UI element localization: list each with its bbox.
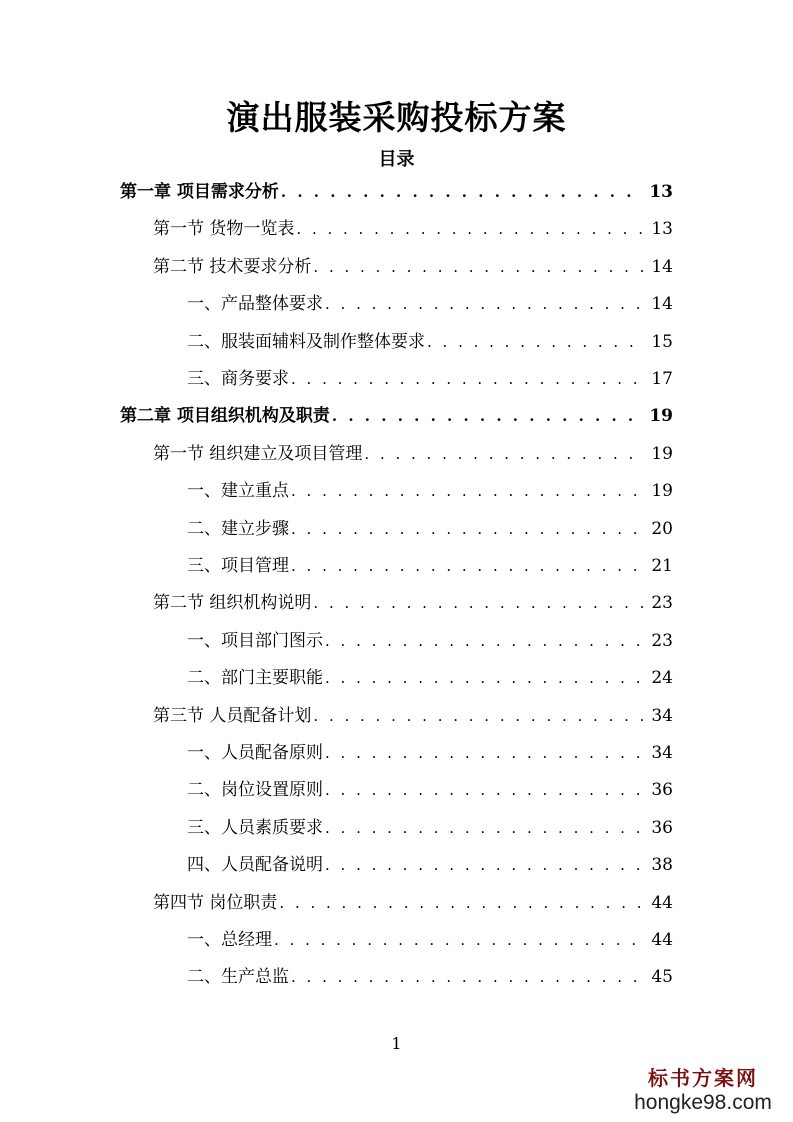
- toc-entry[interactable]: [153, 585, 673, 622]
- toc-entry[interactable]: [187, 810, 673, 847]
- toc-entry[interactable]: [187, 660, 673, 697]
- toc-entry-label: 三、商务要求: [187, 369, 289, 389]
- toc-entry-label: 第二章 项目组织机构及职责: [120, 406, 330, 427]
- toc-entry[interactable]: [187, 324, 673, 361]
- toc-entry-page: 14: [651, 294, 673, 315]
- toc-entry[interactable]: [187, 772, 673, 809]
- toc-entry-page: 19: [651, 443, 673, 464]
- toc-entry-page: 13: [649, 182, 673, 202]
- toc-entry[interactable]: [187, 735, 673, 772]
- watermark-url: hongke98.com: [634, 1091, 772, 1114]
- toc-entry[interactable]: [153, 885, 673, 922]
- watermark-name: 标书方案网: [648, 1066, 758, 1090]
- toc-entry-page: 21: [651, 556, 673, 576]
- toc-entry-page: 19: [649, 406, 673, 427]
- toc-entry-label: 第四节 岗位职责: [153, 892, 278, 913]
- toc-leader-dots: [313, 698, 645, 735]
- toc-leader-dots: [325, 286, 645, 323]
- toc-entry-label: 二、建立步骤: [187, 518, 289, 539]
- toc-leader-dots: [325, 810, 645, 847]
- toc-entry-label: 三、人员素质要求: [187, 817, 323, 838]
- toc-entry-label: 第三节 人员配备计划: [153, 705, 312, 726]
- toc-entry-page: 44: [651, 930, 673, 950]
- toc-leader-dots: [427, 324, 645, 361]
- toc-leader-dots: [325, 847, 645, 884]
- toc-entry-label: 第一节 组织建立及项目管理: [153, 443, 363, 464]
- toc-entry-label: 一、产品整体要求: [187, 294, 323, 315]
- toc-entry-label: 一、人员配备原则: [187, 743, 323, 763]
- toc-entry-page: 36: [651, 817, 673, 838]
- toc-leader-dots: [279, 885, 645, 922]
- toc-entry[interactable]: [187, 548, 673, 585]
- toc-entry[interactable]: [187, 286, 673, 323]
- toc-entry-page: 34: [651, 743, 673, 763]
- toc-entry-label: 二、岗位设置原则: [187, 780, 323, 801]
- toc-entry[interactable]: [187, 473, 673, 510]
- toc-entry-label: 第二节 组织机构说明: [153, 593, 312, 614]
- toc-entry-page: 45: [651, 967, 673, 988]
- toc-entry-label: 第一章 项目需求分析: [120, 182, 279, 202]
- toc-entry-page: 44: [651, 892, 673, 913]
- toc-leader-dots: [291, 959, 645, 996]
- toc-entry-page: 14: [651, 256, 673, 277]
- toc-entry[interactable]: [187, 511, 673, 548]
- document-title: 演出服装采购投标方案: [226, 98, 567, 137]
- toc-entry[interactable]: [153, 249, 673, 286]
- toc-entry-label: 二、部门主要职能: [187, 668, 323, 689]
- toc-entry[interactable]: [153, 436, 673, 473]
- toc-leader-dots: [313, 249, 645, 286]
- watermark-logo: [623, 1066, 783, 1116]
- toc-entry-label: 第一节 货物一览表: [153, 219, 295, 240]
- toc-leader-dots: [291, 548, 645, 585]
- toc-leader-dots: [325, 623, 645, 660]
- toc-entry-label: 四、人员配备说明: [187, 855, 323, 876]
- toc-entry[interactable]: [120, 398, 673, 435]
- toc-leader-dots: [364, 436, 645, 473]
- toc-entry-page: 15: [651, 331, 673, 352]
- toc-entry-label: 一、总经理: [187, 930, 272, 950]
- page-number: 1: [391, 1034, 402, 1053]
- toc-leader-dots: [291, 511, 645, 548]
- toc-entry-page: 13: [651, 219, 673, 240]
- toc-heading: 目录: [378, 149, 415, 170]
- toc-leader-dots: [332, 398, 643, 435]
- toc-leader-dots: [281, 174, 643, 211]
- toc-leader-dots: [274, 922, 645, 959]
- toc-leader-dots: [291, 473, 645, 510]
- toc-leader-dots: [291, 361, 645, 398]
- toc-entry-page: 19: [651, 481, 673, 502]
- toc-entry-page: 34: [651, 705, 673, 726]
- toc-leader-dots: [296, 211, 645, 248]
- toc-leader-dots: [325, 660, 645, 697]
- toc-entry-page: 17: [651, 369, 673, 389]
- toc-entry-page: 23: [651, 630, 673, 651]
- toc-entry-page: 20: [651, 518, 673, 539]
- toc-entry-page: 24: [651, 668, 673, 689]
- toc-entry-page: 36: [651, 780, 673, 801]
- toc-entry[interactable]: [153, 698, 673, 735]
- toc-leader-dots: [313, 585, 645, 622]
- toc-entry-label: 一、项目部门图示: [187, 630, 323, 651]
- toc-entry[interactable]: [187, 847, 673, 884]
- toc-entry[interactable]: [187, 623, 673, 660]
- toc-leader-dots: [325, 735, 645, 772]
- toc-entry-label: 一、建立重点: [187, 481, 289, 502]
- toc-entry[interactable]: [187, 922, 673, 959]
- toc-entry[interactable]: [153, 211, 673, 248]
- toc-entry[interactable]: [187, 361, 673, 398]
- toc-entry-label: 三、项目管理: [187, 556, 289, 576]
- toc-entry[interactable]: [120, 174, 673, 211]
- toc-entry-label: 二、生产总监: [187, 967, 289, 988]
- toc-entry[interactable]: [187, 959, 673, 996]
- toc-entry-label: 第二节 技术要求分析: [153, 256, 312, 277]
- toc-entry-label: 二、服装面辅料及制作整体要求: [187, 331, 425, 352]
- toc-entry-page: 38: [651, 855, 673, 876]
- toc-entry-page: 23: [651, 593, 673, 614]
- toc-leader-dots: [325, 772, 645, 809]
